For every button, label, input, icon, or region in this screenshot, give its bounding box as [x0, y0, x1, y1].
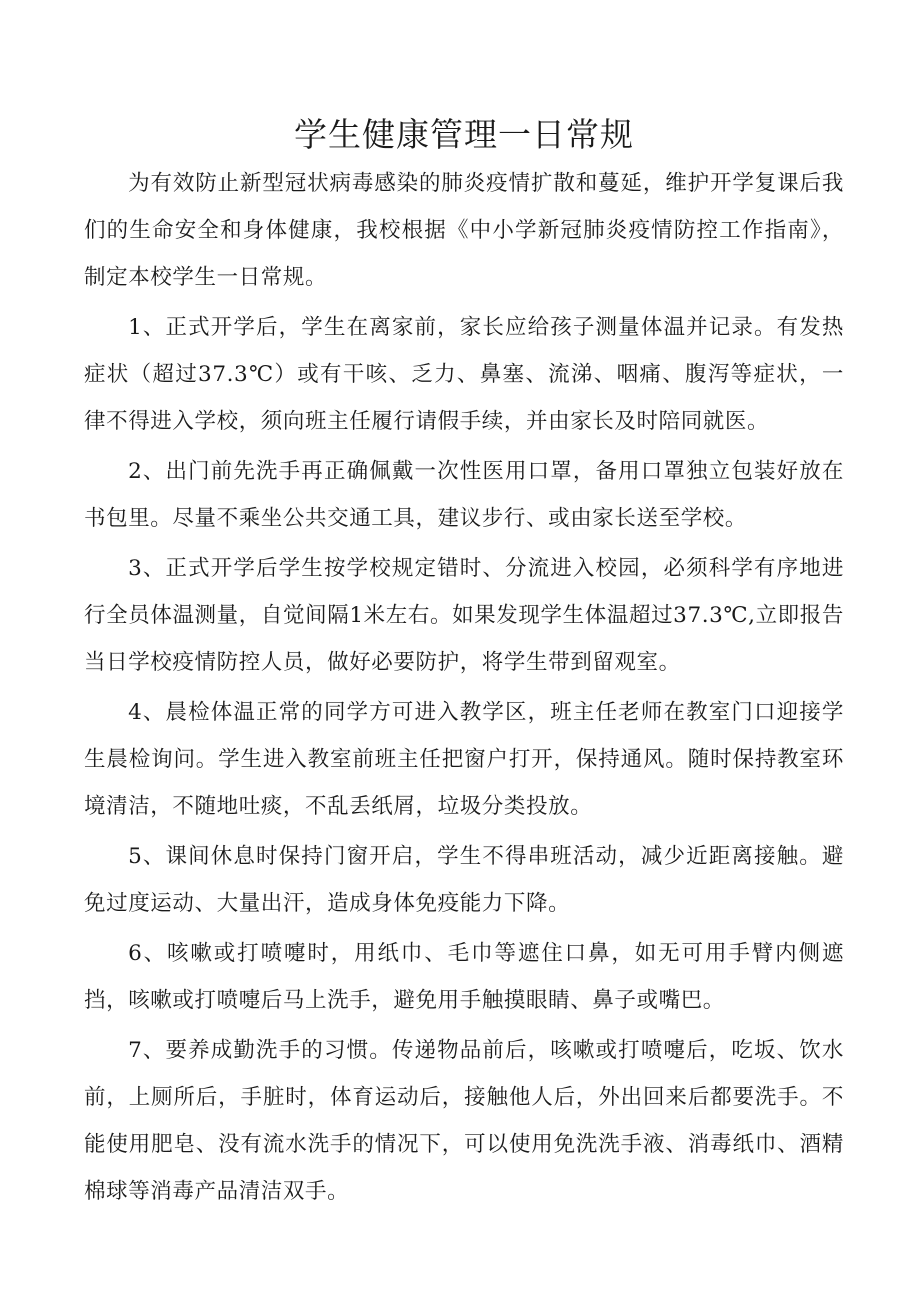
rule-item-3: 3、正式开学后学生按学校规定错时、分流进入校园，必须科学有序地进行全员体温测量，自觉间隔1米左右。如果发现学生体温超过37.3℃,立即报告当日学校疫情防控人员，做好必要防护，将学生带到留观室。: [84, 556, 844, 675]
rule-item-5: 5、课间休息时保持门窗开启，学生不得串班活动，减少近距离接触。避免过度运动、大量出汗，造成身体免疫能力下降。: [84, 844, 844, 916]
document-title: 学生健康管理一日常规: [294, 115, 634, 154]
rule-item-7: 7、要养成勤洗手的习惯。传递物品前后，咳嗽或打喷嚏后，吃坂、饮水前，上厕所后，手脏时，体育运动后，接触他人后，外出回来后都要洗手。不能使用肥皂、没有流水洗手的情况下，可以使用免洗洗手液、消毒纸巾、酒精棉球等消毒产品清洁双手。: [84, 1038, 844, 1204]
rule-item-6: 6、咳嗽或打喷嚏时，用纸巾、毛巾等遮住口鼻，如无可用手臂内侧遮挡，咳嗽或打喷嚏后马上洗手，避免用手触摸眼睛、鼻子或嘴巴。: [84, 941, 844, 1013]
intro-paragraph: 为有效防止新型冠状病毒感染的肺炎疫情扩散和蔓延，维护开学复课后我们的生命安全和身体健康，我校根据《中小学新冠肺炎疫情防控工作指南》，制定本校学生一日常规。: [84, 171, 844, 290]
document-page: [84, 110, 844, 1215]
rule-item-1: 1、正式开学后，学生在离家前，家长应给孩子测量体温并记录。有发热症状（超过37.3℃）或有干咳、乏力、鼻塞、流涕、咽痛、腹泻等症状，一律不得进入学校，须向班主任履行请假手续，并由家长及时陪同就医。: [84, 315, 844, 434]
rule-item-4: 4、晨检体温正常的同学方可进入教学区，班主任老师在教室门口迎接学生晨检询问。学生进入教室前班主任把窗户打开，保持通风。随时保持教室环境清洁，不随地吐痰，不乱丢纸屑，垃圾分类投放。: [84, 700, 844, 819]
rule-item-2: 2、出门前先洗手再正确佩戴一次性医用口罩，备用口罩独立包装好放在书包里。尽量不乘坐公共交通工具，建议步行、或由家长送至学校。: [84, 459, 844, 531]
